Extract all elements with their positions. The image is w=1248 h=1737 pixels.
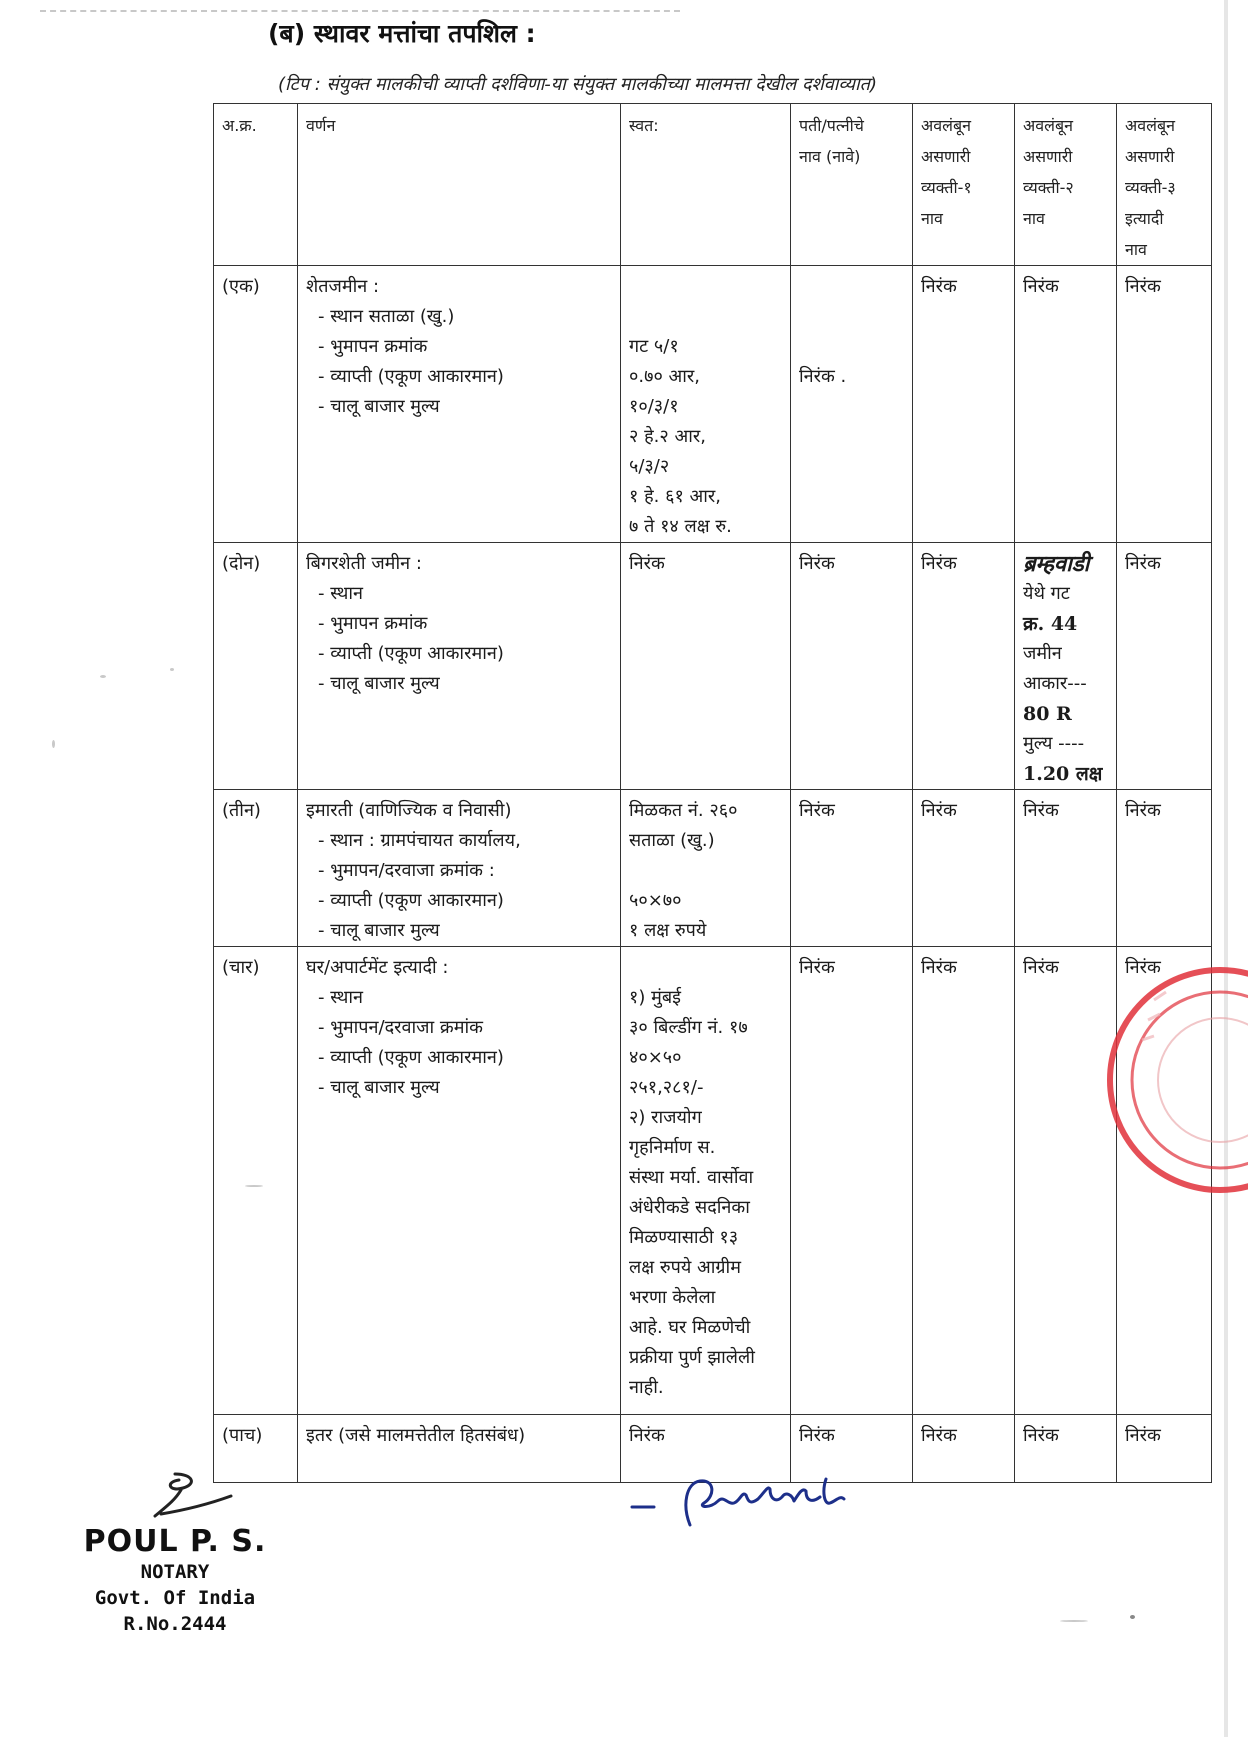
cell-line: बिगरशेती जमीन : <box>306 553 422 574</box>
table-row <box>214 790 1212 947</box>
cell-line: निरंक <box>629 553 665 574</box>
cell-line: - चालू बाजार मुल्य <box>318 1077 440 1098</box>
cell-line: - चालू बाजार मुल्य <box>318 673 440 694</box>
cell-line: स्वत: <box>629 116 659 135</box>
row-dependent-1 <box>913 1415 1015 1483</box>
scan-speck <box>1060 1620 1088 1622</box>
cell-line: जमीन <box>1023 643 1062 664</box>
cell-line: १) मुंबई <box>629 987 681 1008</box>
cell-line: - चालू बाजार मुल्य <box>318 396 440 417</box>
cell-line: अंधेरीकडे सदनिका <box>629 1197 750 1218</box>
cell-line: पती/पत्नीचे <box>799 116 864 135</box>
cell-line: मुल्य ---- <box>1023 733 1085 754</box>
cell-line: ४०×५० <box>629 1047 682 1068</box>
cell-line: व्यक्ती-१ <box>921 178 972 197</box>
cell-line: - भुमापन/दरवाजा क्रमांक : <box>318 860 495 881</box>
header-row <box>214 104 1212 266</box>
notary-govt: Govt. Of India <box>94 1587 256 1609</box>
notary-seal-block <box>60 1470 290 1637</box>
cell-line: निरंक <box>1125 553 1161 574</box>
cell-line: ०.७० आर, <box>629 366 701 387</box>
row-spouse <box>791 947 913 1415</box>
cell-line: निरंक <box>1125 800 1161 821</box>
cell-line: - स्थान <box>318 987 364 1008</box>
header-dependent-3 <box>1117 104 1212 266</box>
cell-line <box>629 953 782 983</box>
cell-line: - व्याप्ती (एकूण आकारमान) <box>318 366 504 387</box>
row-spouse <box>791 266 913 543</box>
deponent-signature <box>630 1465 870 1535</box>
cell-line: व्यक्ती-३ <box>1125 178 1176 197</box>
row-sr: (दोन) <box>214 543 298 790</box>
cell-line: 80 R <box>1023 703 1072 725</box>
cell-line: - व्याप्ती (एकूण आकारमान) <box>318 890 504 911</box>
header-spouse <box>791 104 913 266</box>
cell-line: २ हे.२ आर, <box>629 426 706 447</box>
cell-line: निरंक <box>799 800 835 821</box>
header-self <box>621 104 791 266</box>
cell-line: मिळण्यासाठी १३ <box>629 1227 739 1248</box>
row-dependent-1 <box>913 543 1015 790</box>
page-right-edge <box>1224 0 1228 1737</box>
notary-reg: R.No.2444 <box>123 1613 227 1635</box>
row-dependent-1 <box>913 790 1015 947</box>
table-row <box>214 947 1212 1415</box>
cell-line: निरंक <box>921 957 957 978</box>
scan-speck <box>1130 1615 1135 1619</box>
notary-signature <box>105 1470 245 1530</box>
cell-line: अवलंबून <box>921 116 971 135</box>
cell-line: सताळा (खु.) <box>629 830 715 851</box>
cell-line: शेतजमीन : <box>306 276 380 297</box>
cell-line: निरंक <box>1125 957 1161 978</box>
cell-line: असणारी <box>1023 147 1073 166</box>
cell-line <box>629 856 782 886</box>
row-sr: (तीन) <box>214 790 298 947</box>
section-note: (टिप : संयुक्त मालकीची व्याप्ती दर्शविणा-या संयुक्त मालकीच्या मालमत्ता देखील दर्शवाव्यात) <box>278 74 877 95</box>
scan-speck <box>100 675 106 678</box>
row-spouse <box>791 543 913 790</box>
row-description <box>298 790 621 947</box>
notary-name: POUL P. S. <box>83 1524 267 1559</box>
row-dependent-3 <box>1117 790 1212 947</box>
cell-line: ५०×७० <box>629 890 682 911</box>
cell-line: आहे. घर मिळणेची <box>629 1317 751 1338</box>
row-dependent-3 <box>1117 266 1212 543</box>
line-spacer <box>799 272 904 302</box>
cell-line: इत्यादी <box>1125 209 1164 228</box>
scan-speck <box>170 668 174 671</box>
scan-speck <box>52 740 55 748</box>
row-description <box>298 543 621 790</box>
cell-line: १ लक्ष रुपये <box>629 920 707 941</box>
cell-line: निरंक <box>921 1425 957 1446</box>
cell-line: निरंक <box>1023 957 1059 978</box>
row-self <box>621 790 791 947</box>
cell-line: आकार--- <box>1023 673 1087 694</box>
cell-line: नाही. <box>629 1377 664 1398</box>
cell-line: ब्रम्हवाडी <box>1023 551 1090 577</box>
header-description <box>298 104 621 266</box>
cell-line: - स्थान : ग्रामपंचायत कार्यालय, <box>318 830 521 851</box>
cell-line: निरंक <box>921 276 957 297</box>
official-stamp <box>1080 960 1248 1200</box>
row-dependent-2 <box>1015 1415 1117 1483</box>
cell-line: ७ ते १४ लक्ष रु. <box>629 516 732 537</box>
header-dependent-2 <box>1015 104 1117 266</box>
cell-line: येथे गट <box>1023 583 1070 604</box>
cell-line: मिळकत नं. २६० <box>629 800 738 821</box>
row-dependent-2 <box>1015 266 1117 543</box>
cell-line: निरंक <box>1125 1425 1161 1446</box>
table-row <box>214 266 1212 543</box>
notary-title: NOTARY <box>140 1561 210 1583</box>
row-dependent-2 <box>1015 543 1117 790</box>
cell-line: प्रक्रीया पुर्ण झालेली <box>629 1347 755 1368</box>
row-description <box>298 947 621 1415</box>
cell-line: 1.20 लक्ष <box>1023 763 1103 785</box>
header-dependent-1 <box>913 104 1015 266</box>
row-self <box>621 266 791 543</box>
row-sr: (चार) <box>214 947 298 1415</box>
cell-line: गृहनिर्माण स. <box>629 1137 716 1158</box>
cell-line: लक्ष रुपये आग्रीम <box>629 1257 741 1278</box>
row-description <box>298 1415 621 1483</box>
cell-line: असणारी <box>921 147 971 166</box>
cell-line: नाव <box>921 209 943 228</box>
cell-line: १०/३/१ <box>629 396 679 417</box>
cell-line: नाव (नावे) <box>799 147 861 166</box>
cell-line: अवलंबून <box>1023 116 1073 135</box>
cell-line: निरंक <box>1023 276 1059 297</box>
cell-line: निरंक . <box>799 366 847 387</box>
cell-line: - भुमापन क्रमांक <box>318 336 428 357</box>
line-spacer <box>629 302 782 332</box>
row-dependent-2 <box>1015 790 1117 947</box>
cell-line: असणारी <box>1125 147 1175 166</box>
cell-line: गट ५/१ <box>629 336 679 357</box>
cell-line: संस्था मर्या. वार्सोवा <box>629 1167 754 1188</box>
cell-line: नाव <box>1023 209 1045 228</box>
row-self <box>621 543 791 790</box>
scan-speck <box>245 1185 263 1187</box>
cell-line: नाव <box>1125 240 1147 259</box>
row-description <box>298 266 621 543</box>
cell-line: निरंक <box>1023 1425 1059 1446</box>
cell-line: क्र. 44 <box>1023 613 1078 635</box>
cell-line: - स्थान <box>318 583 364 604</box>
cell-line: इमारती (वाणिज्यिक व निवासी) <box>306 800 512 821</box>
cell-line: - चालू बाजार मुल्य <box>318 920 440 941</box>
cell-line: इतर (जसे मालमत्तेतील हितसंबंध) <box>306 1425 526 1446</box>
cell-line: अ.क्र. <box>222 116 257 135</box>
cell-line: २) राजयोग <box>629 1107 702 1128</box>
cell-line: - भुमापन क्रमांक <box>318 613 428 634</box>
cell-line: २५१,२८१/- <box>629 1077 704 1098</box>
cell-line: अवलंबून <box>1125 116 1175 135</box>
row-dependent-3 <box>1117 1415 1212 1483</box>
cell-line: व्यक्ती-२ <box>1023 178 1074 197</box>
cell-line: निरंक <box>1125 276 1161 297</box>
cell-line: - व्याप्ती (एकूण आकारमान) <box>318 643 504 664</box>
cell-line: निरंक <box>921 800 957 821</box>
row-dependent-1 <box>913 947 1015 1415</box>
row-self <box>621 947 791 1415</box>
row-spouse <box>791 790 913 947</box>
table-row <box>214 543 1212 790</box>
section-heading: (ब) स्थावर मत्तांचा तपशिल : <box>268 19 536 48</box>
row-dependent-1 <box>913 266 1015 543</box>
row-sr: (एक) <box>214 266 298 543</box>
cell-line: १ हे. ६१ आर, <box>629 486 722 507</box>
cell-line: - व्याप्ती (एकूण आकारमान) <box>318 1047 504 1068</box>
cell-line: भरणा केलेला <box>629 1287 716 1308</box>
line-spacer <box>799 332 904 362</box>
cell-line: घर/अपार्टमेंट इत्यादी : <box>306 957 449 978</box>
cell-line: ५/३/२ <box>629 456 670 477</box>
cell-line: निरंक <box>1023 800 1059 821</box>
cell-line: निरंक <box>629 1425 665 1446</box>
line-spacer <box>799 302 904 332</box>
immovable-assets-table <box>213 103 1212 1483</box>
header-sr <box>214 104 298 266</box>
cell-line: - भुमापन/दरवाजा क्रमांक <box>318 1017 483 1038</box>
page-top-edge <box>40 10 680 12</box>
row-sr: (पाच) <box>214 1415 298 1483</box>
cell-line: निरंक <box>799 1425 835 1446</box>
line-spacer <box>629 272 782 302</box>
row-dependent-3 <box>1117 543 1212 790</box>
cell-line: निरंक <box>799 957 835 978</box>
cell-line: निरंक <box>799 553 835 574</box>
cell-line: वर्णन <box>306 116 336 135</box>
cell-line: - स्थान सताळा (खु.) <box>318 306 455 327</box>
cell-line: निरंक <box>921 553 957 574</box>
cell-line: ३० बिल्डींग नं. १७ <box>629 1017 748 1038</box>
